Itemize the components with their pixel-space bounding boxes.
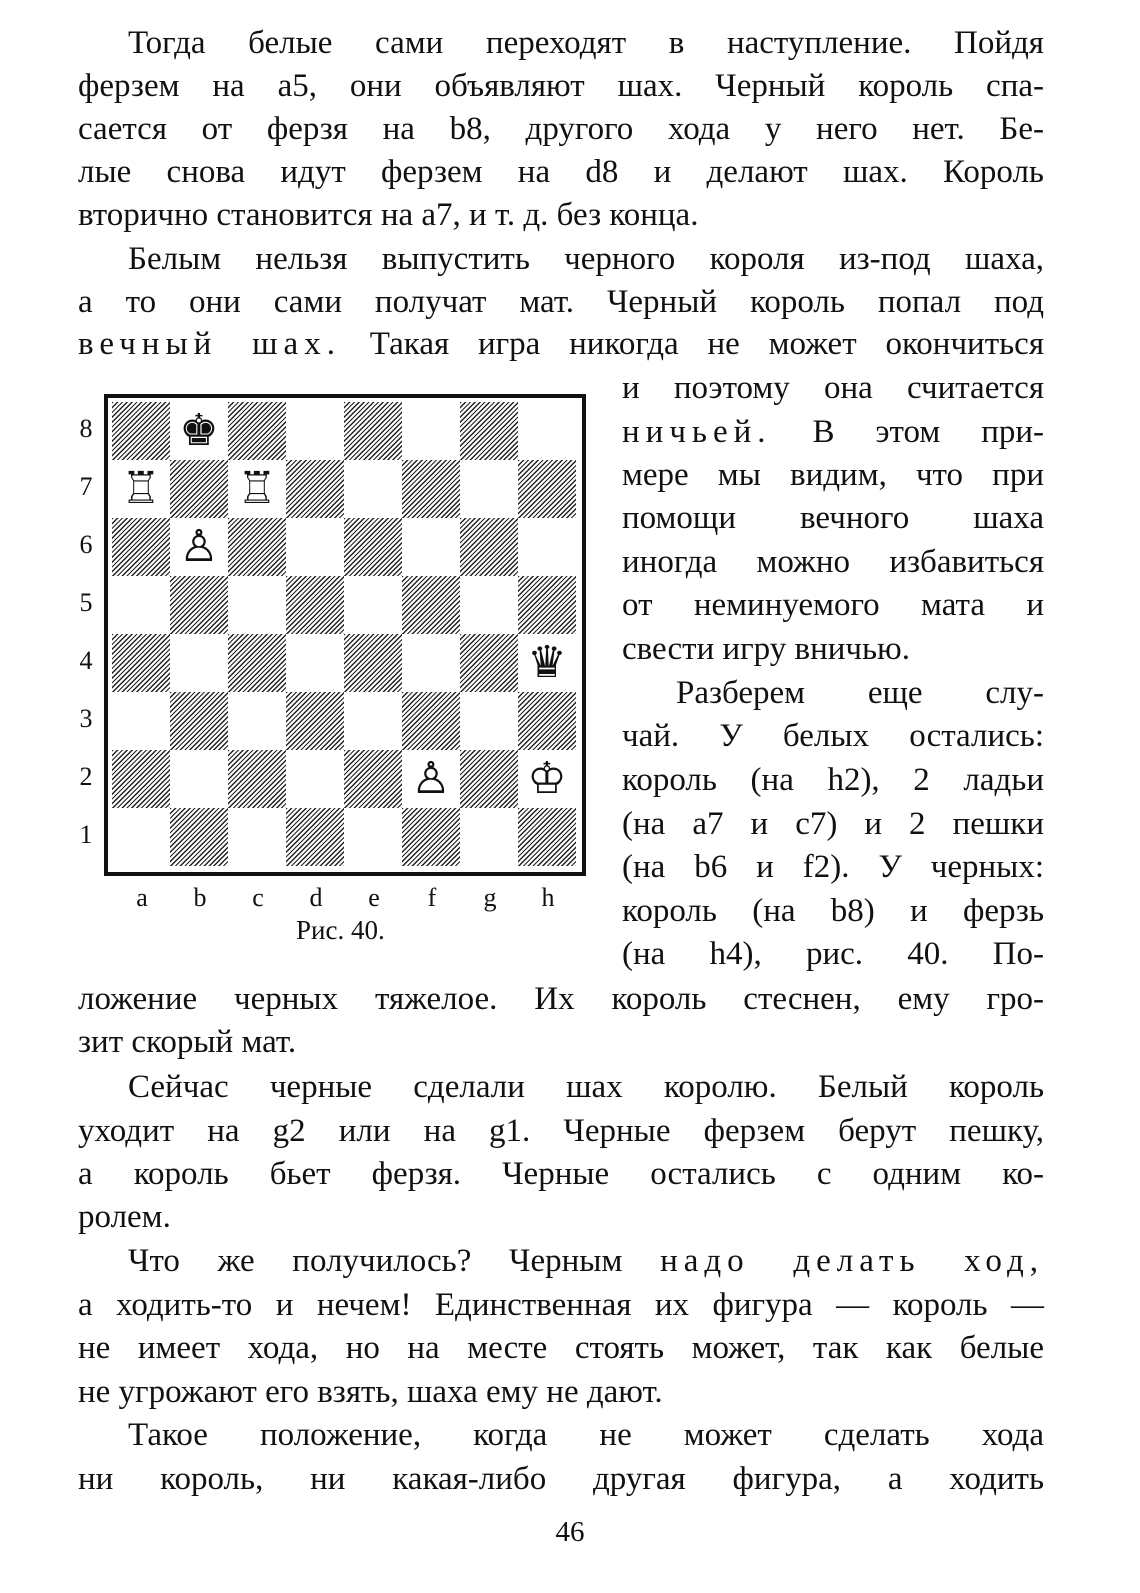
square-c6 — [228, 518, 286, 576]
board-grid — [112, 402, 576, 866]
text-run: Что же получилось? Черным — [128, 1243, 623, 1279]
file-label: f — [427, 883, 437, 912]
square-b8 — [170, 402, 228, 460]
square-g3 — [460, 692, 518, 750]
square-d5 — [286, 576, 344, 634]
square-e5 — [344, 576, 402, 634]
square-c1 — [228, 808, 286, 866]
square-a1 — [112, 808, 170, 866]
square-f5 — [402, 576, 460, 634]
text-line: ни король, ни какая-либо другая фигура, а ходить — [78, 1461, 1044, 1497]
square-g8 — [460, 402, 518, 460]
rank-label: 7 — [79, 472, 93, 501]
text-line: (на b6 и f2). У черных: — [622, 849, 1044, 885]
square-e1 — [344, 808, 402, 866]
square-h5 — [518, 576, 576, 634]
text-line: ложение черных тяжелое. Их король стеснен, ему гро- — [78, 981, 1044, 1017]
square-f8 — [402, 402, 460, 460]
text-line: иногда можно избавиться — [622, 544, 1044, 580]
square-g6 — [460, 518, 518, 576]
square-a8 — [112, 402, 170, 460]
square-b7 — [170, 460, 228, 518]
text-line: Тогда белые сами переходят в наступление. Пойдя — [128, 25, 1044, 61]
figure-caption: Рис. 40. — [296, 915, 385, 945]
square-f2 — [402, 750, 460, 808]
black-queen-icon: ♛ — [518, 634, 576, 692]
text-line: король (на b8) и ферзь — [622, 893, 1044, 929]
square-d7 — [286, 460, 344, 518]
white-rook-icon: ♖ — [228, 460, 286, 518]
white-king-icon: ♔ — [518, 750, 576, 808]
square-g4 — [460, 634, 518, 692]
file-label: d — [309, 883, 323, 912]
square-a4 — [112, 634, 170, 692]
square-g1 — [460, 808, 518, 866]
square-b2 — [170, 750, 228, 808]
square-b5 — [170, 576, 228, 634]
white-pawn-icon: ♙ — [170, 518, 228, 576]
square-h8 — [518, 402, 576, 460]
square-c4 — [228, 634, 286, 692]
file-label: g — [483, 883, 497, 912]
text-line: уходит на g2 или на g1. Черные ферзем берут пешку, — [78, 1113, 1044, 1149]
square-c5 — [228, 576, 286, 634]
square-a5 — [112, 576, 170, 634]
square-a2 — [112, 750, 170, 808]
text-line: вторично становится на а7, и т. д. без конца. — [78, 197, 699, 233]
square-b6 — [170, 518, 228, 576]
square-f7 — [402, 460, 460, 518]
rank-label: 2 — [79, 762, 93, 791]
text-line: сается от ферзя на b8, другого хода у него нет. Бе- — [78, 111, 1044, 147]
text-line: Разберем еще слу- — [676, 675, 1044, 711]
text-line: (на h4), рис. 40. По- — [622, 936, 1044, 972]
text-line — [128, 1240, 1044, 1283]
spaced-emphasis: надо делать ход, — [660, 1243, 1045, 1279]
square-f4 — [402, 634, 460, 692]
rank-label: 8 — [79, 414, 93, 443]
black-king-icon: ♚ — [170, 402, 228, 460]
square-b4 — [170, 634, 228, 692]
square-h2 — [518, 750, 576, 808]
text-line: не имеет хода, но на месте стоять может, так как белые — [78, 1330, 1044, 1366]
file-label: h — [541, 883, 555, 912]
square-d1 — [286, 808, 344, 866]
square-c2 — [228, 750, 286, 808]
square-d6 — [286, 518, 344, 576]
text-line: зит скорый мат. — [78, 1024, 297, 1060]
spaced-emphasis: ничьей. — [622, 414, 772, 450]
file-label: b — [193, 883, 207, 912]
text-line: мере мы видим, что при — [622, 457, 1044, 493]
chess-diagram — [104, 394, 586, 876]
square-e2 — [344, 750, 402, 808]
rank-label: 3 — [79, 704, 93, 733]
square-h1 — [518, 808, 576, 866]
text-line: а король бьет ферзя. Черные остались с одним ко- — [78, 1156, 1044, 1192]
text-line: и поэтому она считается — [622, 370, 1044, 406]
square-f3 — [402, 692, 460, 750]
square-d8 — [286, 402, 344, 460]
text-run: В этом при- — [812, 414, 1045, 450]
square-h7 — [518, 460, 576, 518]
text-line: Сейчас черные сделали шах королю. Белый король — [128, 1069, 1044, 1105]
square-b1 — [170, 808, 228, 866]
rank-label: 4 — [79, 646, 93, 675]
text-line: (на а7 и с7) и 2 пешки — [622, 806, 1044, 842]
square-c7 — [228, 460, 286, 518]
text-line: ферзем на а5, они объявляют шах. Черный король спа- — [78, 68, 1044, 104]
text-line: Такое положение, когда не может сделать хода — [128, 1417, 1044, 1453]
square-a6 — [112, 518, 170, 576]
square-b3 — [170, 692, 228, 750]
rank-label: 6 — [79, 530, 93, 559]
square-f6 — [402, 518, 460, 576]
file-label: c — [252, 883, 264, 912]
text-line: не угрожают его взять, шаха ему не дают. — [78, 1374, 663, 1410]
square-f1 — [402, 808, 460, 866]
text-line: ролем. — [78, 1199, 171, 1235]
square-c3 — [228, 692, 286, 750]
square-g2 — [460, 750, 518, 808]
square-h3 — [518, 692, 576, 750]
file-label: e — [368, 883, 380, 912]
square-d4 — [286, 634, 344, 692]
square-e6 — [344, 518, 402, 576]
square-h6 — [518, 518, 576, 576]
text-line: лые снова идут ферзем на d8 и делают шах. Король — [78, 154, 1044, 190]
text-line: чай. У белых остались: — [622, 718, 1044, 754]
white-rook-icon: ♖ — [112, 460, 170, 518]
square-a3 — [112, 692, 170, 750]
square-g7 — [460, 460, 518, 518]
file-label: a — [136, 883, 148, 912]
square-e4 — [344, 634, 402, 692]
square-d3 — [286, 692, 344, 750]
text-line — [78, 323, 1044, 366]
rank-label: 1 — [79, 820, 93, 849]
text-line: помощи вечного шаха — [622, 500, 1044, 536]
square-g5 — [460, 576, 518, 634]
white-pawn-icon: ♙ — [402, 750, 460, 808]
board-frame — [104, 394, 586, 876]
text-line: от неминуемого мата и — [622, 587, 1044, 623]
square-e7 — [344, 460, 402, 518]
square-e3 — [344, 692, 402, 750]
square-d2 — [286, 750, 344, 808]
square-a7 — [112, 460, 170, 518]
text-line: король (на h2), 2 ладьи — [622, 762, 1044, 798]
square-c8 — [228, 402, 286, 460]
square-e8 — [344, 402, 402, 460]
text-run: Такая игра никогда не может окончиться — [369, 326, 1045, 362]
text-line: а ходить-то и нечем! Единственная их фигура — король — — [78, 1287, 1044, 1323]
text-line: а то они сами получат мат. Черный король попал под — [78, 284, 1044, 320]
text-line — [622, 411, 1044, 454]
text-line: свести игру вничью. — [622, 631, 910, 667]
page-number: 46 — [555, 1516, 585, 1548]
text-line: Белым нельзя выпустить черного короля из-под шаха, — [128, 241, 1044, 277]
square-h4 — [518, 634, 576, 692]
spaced-emphasis: вечный шах. — [78, 326, 341, 362]
rank-label: 5 — [79, 588, 93, 617]
